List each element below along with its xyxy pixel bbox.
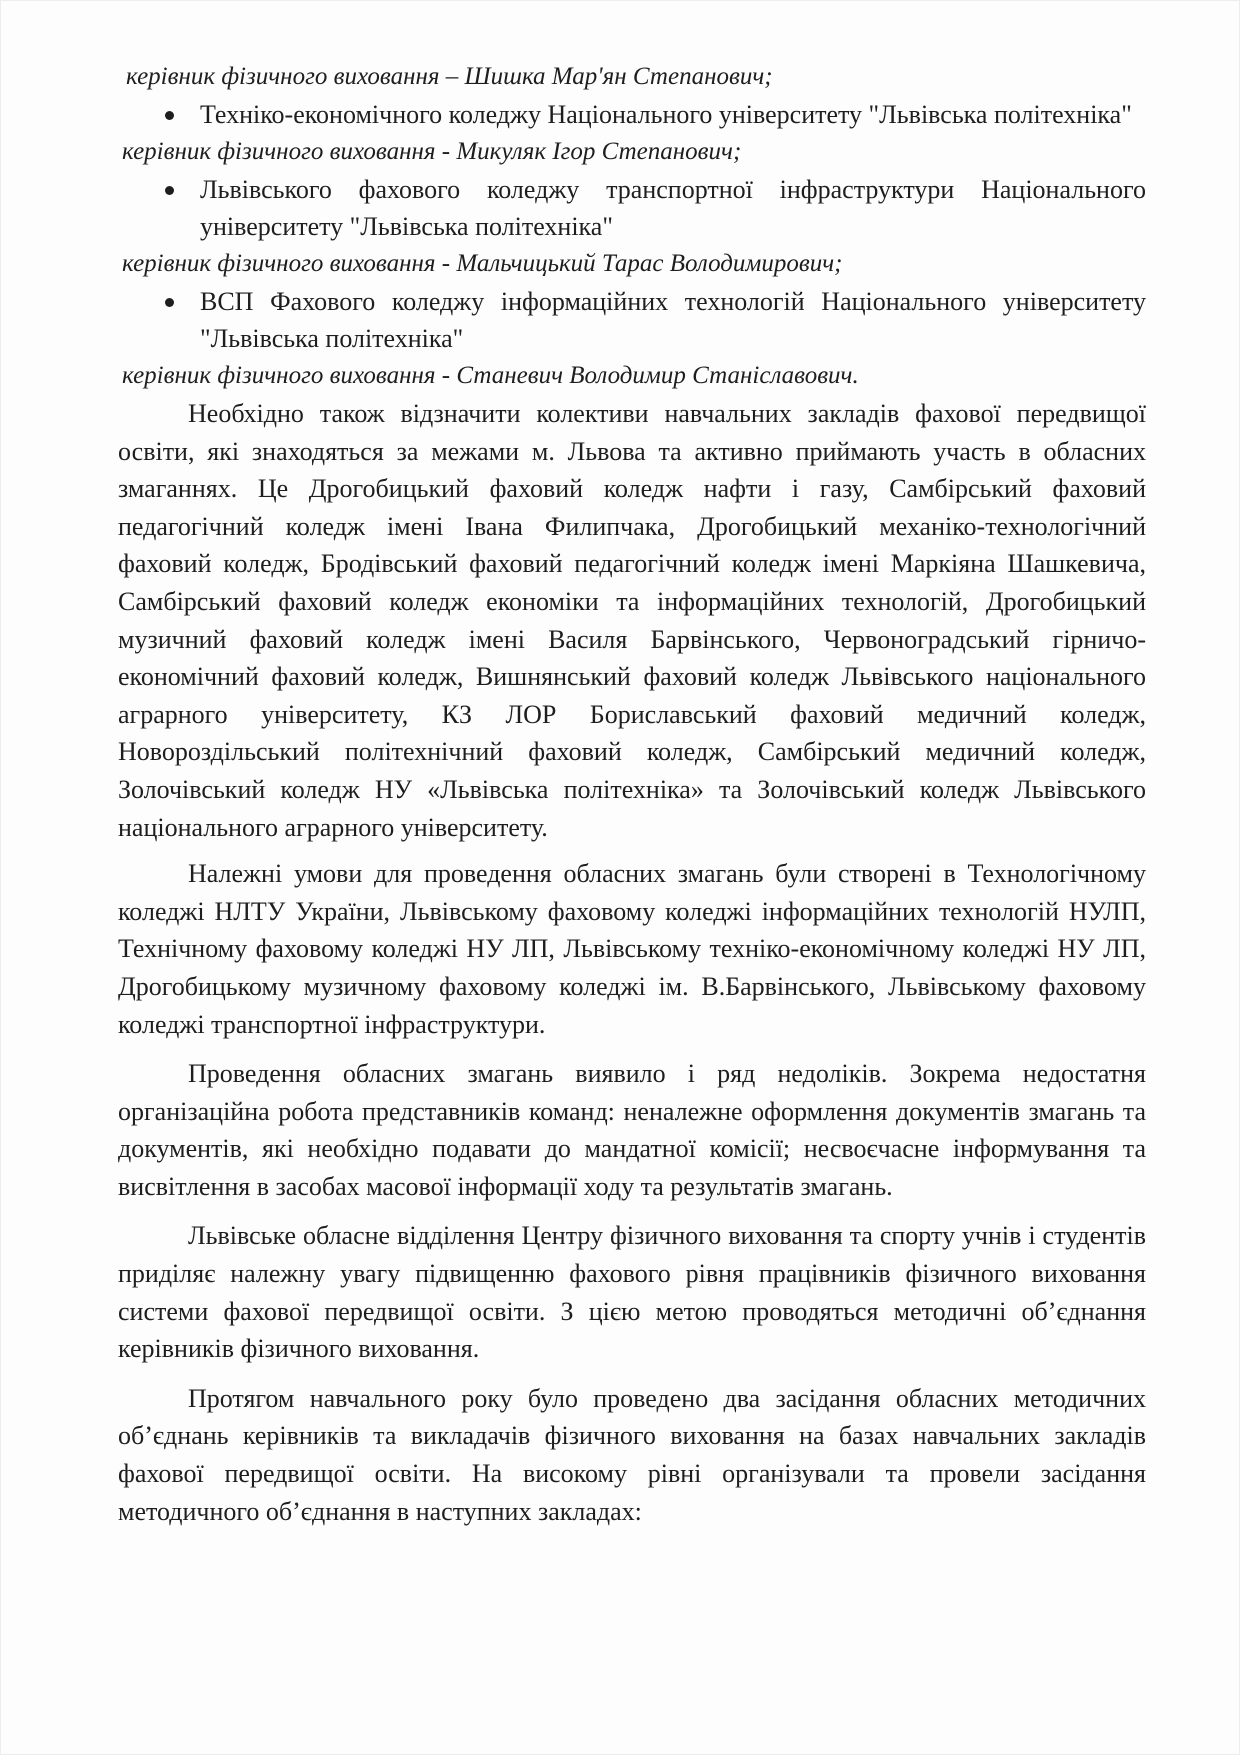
institution-item: [118, 283, 1146, 357]
body-paragraph: Проведення обласних змагань виявило і ряд недоліків. Зокрема недостатня організаційна робота представників команд: неналежне оформлення документів змагань та документів, які необхідно подавати до мандатної комісії; несвоєчасне інформування та висвітлення в засобах масової інформації ходу та результатів змагань.: [118, 1059, 1146, 1201]
institution-item: [118, 171, 1146, 245]
body-paragraph: Належні умови для проведення обласних змагань були створені в Технологічному коледжі НЛТУ України, Львівському фаховому коледжі інформаційних технологій НУЛП, Технічному фаховому коледжі НУ ЛП, Львівському техніко-економічному коледжі НУ ЛП, Дрогобицькому музичному фаховому коледжі ім. В.Барвінського, Львівському фаховому коледжі транспортної інфраструктури.: [118, 859, 1146, 1039]
institution-list: [118, 283, 1146, 357]
bullet-icon: [165, 111, 174, 120]
bullet-icon: [165, 298, 174, 307]
bullet-icon: [165, 186, 174, 195]
body-paragraph: Протягом навчального року було проведено два засідання обласних методичних об’єднань керівників та викладачів фізичного виховання на базах навчальних закладів фахової передвищої освіти. На високому рівні організували та провели засідання методичного об’єднання в наступних закладах:: [118, 1383, 1146, 1526]
role-line: керівник фізичного виховання – Шишка Мар'ян Степанович;: [126, 63, 773, 90]
role-line: керівник фізичного виховання - Микуляк Ігор Степанович;: [122, 138, 742, 165]
body-paragraph: Необхідно також відзначити колективи навчальних закладів фахової передвищої освіти, які знаходяться за межами м. Львова та активно приймають участь в обласних змаганнях. Це Дрогобицький фаховий коледж нафти і газу, Самбірський фаховий педагогічний коледж імені Івана Филипчака, Дрогобицький механіко-технологічний фаховий коледж, Бродівський фаховий педагогічний коледж імені Маркіяна Шашкевича, Самбірський фаховий коледж економіки та інформаційних технологій, Дрогобицький музичний фаховий коледж імені Василя Барвінського, Червоноградський гірничо-економічний фаховий коледж, Вишнянський фаховий коледж Львівського національного аграрного університету, КЗ ЛОР Бориславський фаховий медичний коледж, Новороздільський політехнічний фаховий коледж, Самбірський медичний коледж, Золочівський коледж НУ «Львівська політехніка» та Золочівський коледж Львівського національного аграрного університету.: [118, 399, 1146, 842]
institution-item: [118, 96, 1146, 133]
institution-list: [118, 96, 1146, 133]
document-body: [118, 58, 1146, 1530]
institution-list: [118, 171, 1146, 245]
institution-text: ВСП Фахового коледжу інформаційних технологій Національного університету "Львівська політехніка": [200, 287, 1146, 353]
body-paragraph: Львівське обласне відділення Центру фізичного виховання та спорту учнів і студентів приділяє належну увагу підвищенню фахового рівня працівників фізичного виховання системи фахової передвищої освіти. З цією метою проводяться методичні об’єднання керівників фізичного виховання.: [118, 1221, 1146, 1364]
role-line: керівник фізичного виховання - Станевич Володимир Станіславович.: [122, 362, 859, 389]
institution-text: Львівського фахового коледжу транспортної інфраструктури Національного університету "Львівська політехніка": [200, 175, 1146, 241]
role-line: керівник фізичного виховання - Мальчицький Тарас Володимирович;: [122, 250, 843, 277]
institution-text: Техніко-економічного коледжу Національного університету "Львівська політехніка": [200, 100, 1132, 129]
